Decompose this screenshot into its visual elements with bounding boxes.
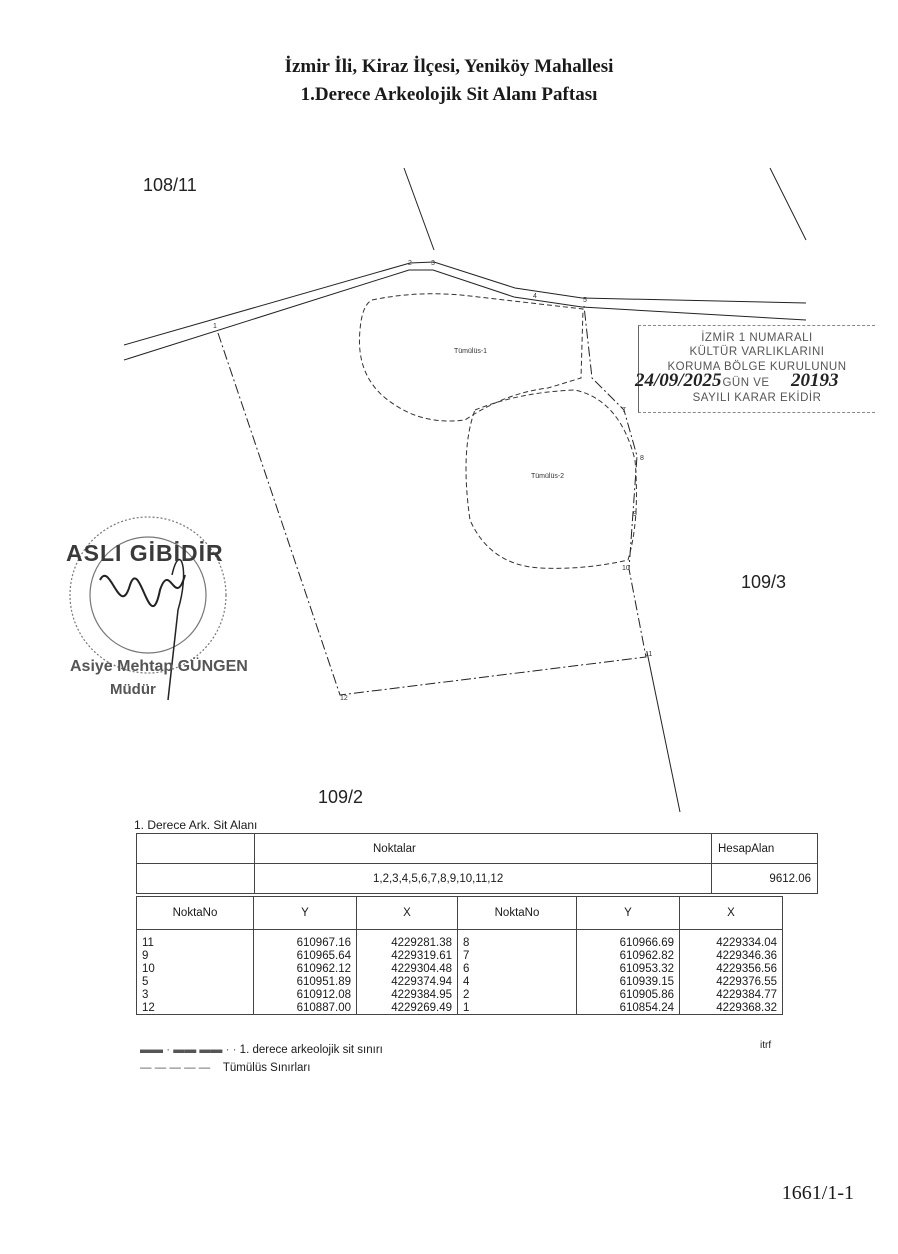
legend-tumulus (140, 1062, 310, 1074)
table-cell: 4229281.38 (357, 930, 458, 950)
table-cell: 610854.24 (577, 1001, 680, 1015)
table-cell: 7 (458, 949, 577, 962)
table-header-row (137, 897, 783, 930)
point-label-12: 12 (340, 695, 348, 702)
table-cell: 2 (458, 988, 577, 1001)
handwritten-date: 24/09/2025 (635, 370, 722, 391)
table-cell: 4229319.61 (357, 949, 458, 962)
legend-site (140, 1044, 383, 1056)
map-title: İzmir İli, Kiraz İlçesi, Yeniköy Mahallesi (284, 56, 614, 77)
table-cell: 4 (458, 975, 577, 988)
table-cell: 4229374.94 (357, 975, 458, 988)
col-header: Y (254, 897, 357, 930)
table-cell: 610887.00 (254, 1001, 357, 1015)
table-cell: 4229346.36 (680, 949, 783, 962)
handwritten-decision-no: 20193 (791, 370, 839, 391)
point-label-4: 4 (533, 293, 537, 300)
table-cell: 610962.12 (254, 962, 357, 975)
tumulus-2-label: Tümülüs-2 (531, 473, 565, 480)
table-cell: 12 (137, 1001, 254, 1015)
table-cell: 10 (137, 962, 254, 975)
certified-copy-text: ASLI GİBİDİR (66, 540, 224, 566)
stamp-line-4: GÜN VE (722, 377, 770, 389)
table-cell: 11 (137, 930, 254, 950)
point-label-2: 2 (408, 260, 412, 267)
table-cell: 610939.15 (577, 975, 680, 988)
legend-dash-symbol: — — — — — (140, 1062, 220, 1074)
stamp-line-5: SAYILI KARAR EKİDİR (692, 392, 822, 404)
official-role: Müdür (110, 681, 156, 698)
stamp-line-1: İZMİR 1 NUMARALI (701, 332, 813, 344)
official-name: Asiye Mehtap GÜNGEN (70, 658, 248, 675)
table-row (137, 1001, 783, 1015)
table-cell: 4229334.04 (680, 930, 783, 950)
table-cell: 610966.69 (577, 930, 680, 950)
parcel-label-109-3: 109/3 (741, 572, 787, 592)
area-value: 9612.06 (712, 864, 818, 894)
table-cell: 1 (458, 1001, 577, 1015)
point-label-5: 5 (583, 297, 587, 304)
table-row (137, 962, 783, 975)
point-label-10: 10 (622, 565, 630, 572)
table-cell: 6 (458, 962, 577, 975)
summary-table (136, 833, 818, 894)
table-cell: 3 (137, 988, 254, 1001)
point-label-3: 3 (431, 260, 435, 267)
table-cell: 610951.89 (254, 975, 357, 988)
table-cell: 8 (458, 930, 577, 950)
col-header: Y (577, 897, 680, 930)
table-cell: 610967.16 (254, 930, 357, 950)
legend-tumulus-label: Tümülüs Sınırları (222, 1062, 311, 1074)
sheet-code: 1661/1-1 (781, 1182, 854, 1204)
table-cell: 610912.08 (254, 988, 357, 1001)
point-label-9: 9 (633, 511, 637, 518)
table-cell: 4229384.95 (357, 988, 458, 1001)
table-cell: 4229304.48 (357, 962, 458, 975)
table-cell: 4229384.77 (680, 988, 783, 1001)
table-row (137, 988, 783, 1001)
table-cell: 4229368.32 (680, 1001, 783, 1015)
area-header: HesapAlan (712, 834, 818, 864)
table-cell: 610965.64 (254, 949, 357, 962)
noktalar-value: 1,2,3,4,5,6,7,8,9,10,11,12 (255, 864, 712, 894)
tumulus-1-boundary (359, 294, 583, 421)
legend-site-label: 1. derece arkeolojik sit sınırı (239, 1044, 383, 1056)
point-label-11: 11 (645, 651, 653, 658)
table-cell: 4229269.49 (357, 1001, 458, 1015)
tumulus-1-label: Tümülüs-1 (454, 348, 488, 355)
table-cell: 4229356.56 (680, 962, 783, 975)
map-subtitle: 1.Derece Arkeolojik Sit Alanı Paftası (300, 84, 598, 105)
point-label-8: 8 (640, 455, 644, 462)
stamp-line-2: KÜLTÜR VARLIKLARINI (689, 346, 825, 358)
col-header: NoktaNo (458, 897, 577, 930)
table-cell: 9 (137, 949, 254, 962)
noktalar-header: Noktalar (255, 834, 712, 864)
table-cell: 4229376.55 (680, 975, 783, 988)
parcel-lines (404, 168, 806, 812)
table-row (137, 930, 783, 950)
parcel-label-109-2: 109/2 (318, 787, 364, 807)
table-cell: 610905.86 (577, 988, 680, 1001)
parcel-label-108-11: 108/11 (143, 175, 197, 195)
table-cell: 610962.82 (577, 949, 680, 962)
point-label-7: 7 (622, 407, 626, 414)
col-header: X (357, 897, 458, 930)
board-decision-stamp (635, 325, 875, 413)
stamp-line-3: KORUMA BÖLGE KURULUNUN (667, 361, 847, 373)
table-caption: 1. Derece Ark. Sit Alanı (134, 818, 258, 832)
point-label-1: 1 (213, 323, 217, 330)
col-header: X (680, 897, 783, 930)
coordinate-table (136, 896, 783, 1015)
table-cell: 610953.32 (577, 962, 680, 975)
table-row (137, 975, 783, 988)
itrf-note: itrf (760, 1040, 772, 1051)
table-cell: 5 (137, 975, 254, 988)
table-row (137, 949, 783, 962)
col-header: NoktaNo (137, 897, 254, 930)
legend-dashdot-symbol: ▬▬ · ▬▬ ▬▬ · · (140, 1044, 237, 1056)
coordinate-rows (137, 930, 783, 1015)
